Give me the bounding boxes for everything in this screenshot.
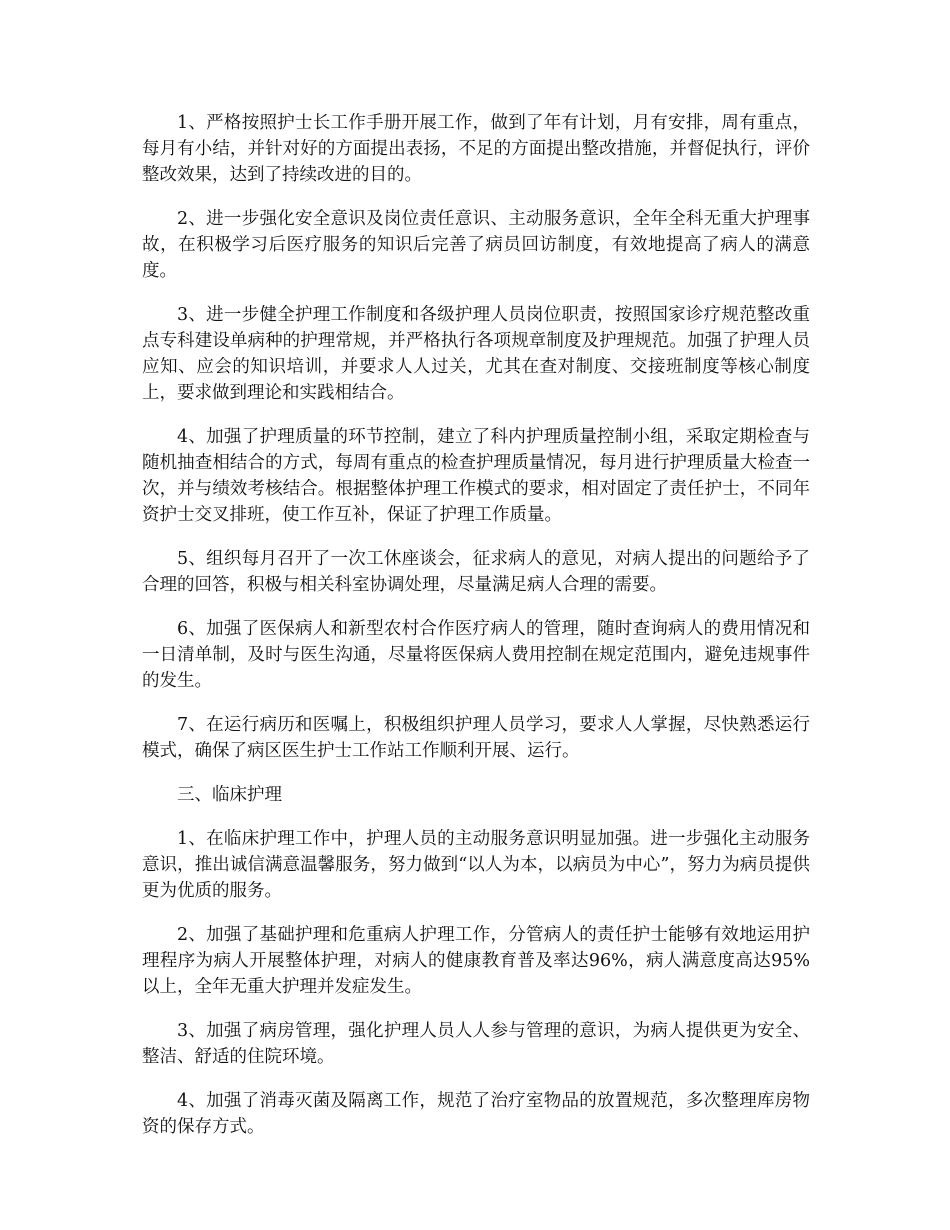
paragraph-2: 2、进一步强化安全意识及岗位责任意识、主动服务意识，全年全科无重大护理事故，在积极学习后医疗服务的知识后完善了病员回访制度，有效地提高了病人的满意度。 bbox=[142, 209, 810, 281]
paragraph-1: 1、严格按照护士长工作手册开展工作，做到了年有计划，月有安排，周有重点，每月有小结，并针对好的方面提出表扬，不足的方面提出整改措施，并督促执行，评价整改效果，达到了持续改进的目的。 bbox=[142, 113, 810, 185]
paragraph-6: 6、加强了医保病人和新型农村合作医疗病人的管理，随时查询病人的费用情况和一日清单制，及时与医生沟通，尽量将医保病人费用控制在规定范围内，避免违规事件的发生。 bbox=[142, 619, 810, 691]
paragraph-3: 3、进一步健全护理工作制度和各级护理人员岗位职责，按照国家诊疗规范整改重点专科建设单病种的护理常规，并严格执行各项规章制度及护理规范。加强了护理人员应知、应会的知识培训，并要求人人过关，尤其在查对制度、交接班制度等核心制度上，要求做到理论和实践相结合。 bbox=[142, 305, 810, 403]
section-paragraph-4: 4、加强了消毒灭菌及隔离工作，规范了治疗室物品的放置规范，多次整理库房物资的保存方式。 bbox=[142, 1091, 810, 1137]
section-paragraph-2: 2、加强了基础护理和危重病人护理工作，分管病人的责任护士能够有效地运用护理程序为病人开展整体护理，对病人的健康教育普及率达96%，病人满意度高达95%以上，全年无重大护理并发症发生。 bbox=[142, 925, 810, 997]
section-paragraph-3: 3、加强了病房管理，强化护理人员人人参与管理的意识，为病人提供更为安全、整洁、舒适的住院环境。 bbox=[142, 1021, 810, 1067]
paragraph-7: 7、在运行病历和医嘱上，积极组织护理人员学习，要求人人掌握，尽快熟悉运行模式，确保了病区医生护士工作站工作顺利开展、运行。 bbox=[142, 715, 810, 761]
document-body bbox=[142, 110, 810, 1158]
paragraph-4: 4、加强了护理质量的环节控制，建立了科内护理质量控制小组，采取定期检查与随机抽查相结合的方式，每周有重点的检查护理质量情况，每月进行护理质量大检查一次，并与绩效考核结合。根据整体护理工作模式的要求，相对固定了责任护士，不同年资护士交叉排班，使工作互补，保证了护理工作质量。 bbox=[142, 427, 810, 525]
section-heading: 三、临床护理 bbox=[177, 785, 282, 805]
paragraph-5: 5、组织每月召开了一次工休座谈会，征求病人的意见，对病人提出的问题给予了合理的回答，积极与相关科室协调处理，尽量满足病人合理的需要。 bbox=[142, 549, 810, 595]
section-paragraph-1: 1、在临床护理工作中，护理人员的主动服务意识明显加强。进一步强化主动服务意识，推出诚信满意温馨服务，努力做到“以人为本，以病员为中心”，努力为病员提供更为优质的服务。 bbox=[142, 829, 810, 901]
